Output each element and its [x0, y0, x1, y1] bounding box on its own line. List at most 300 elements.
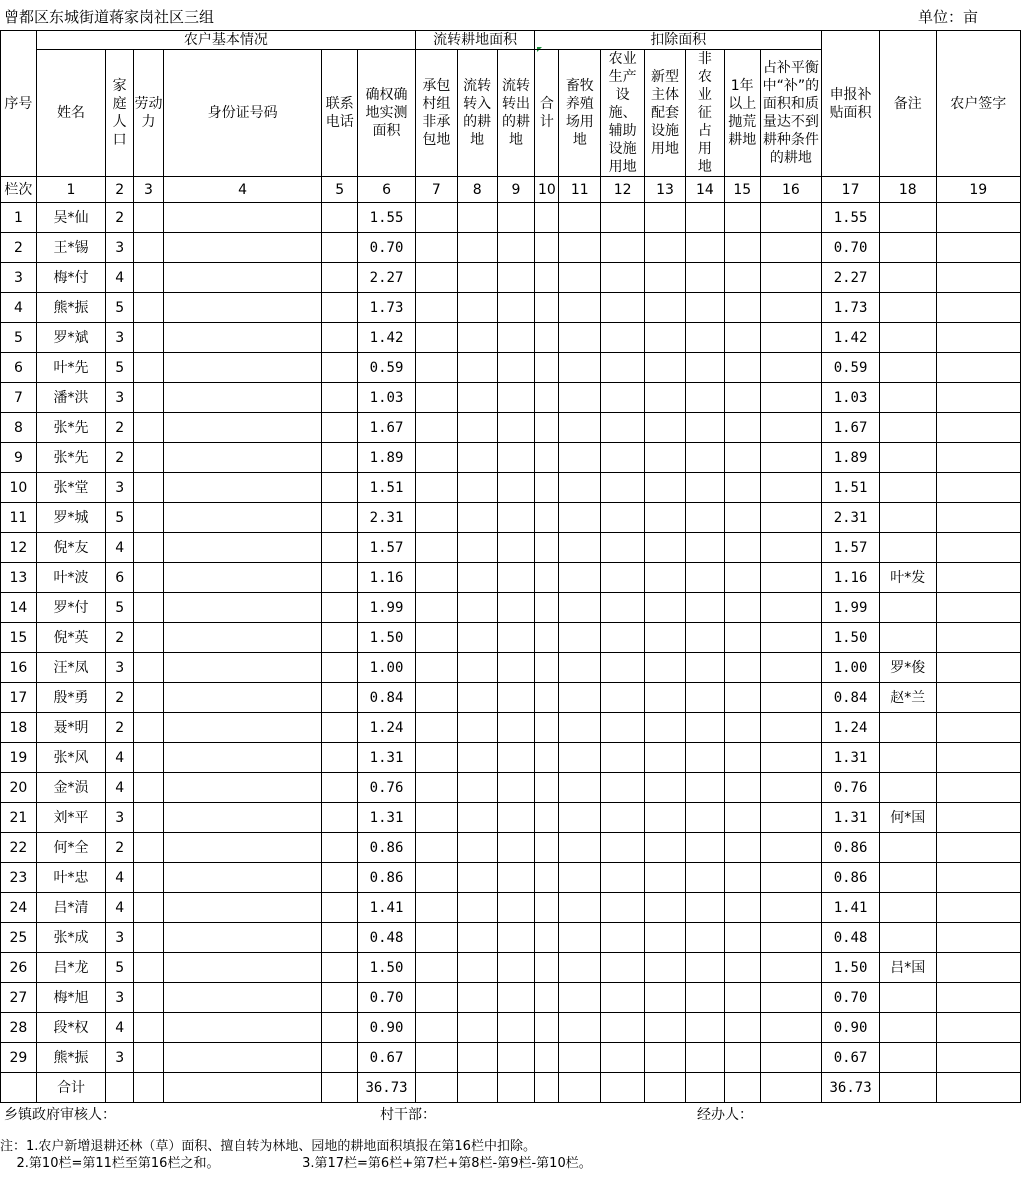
empty-cell[interactable]	[601, 1013, 645, 1043]
empty-cell[interactable]	[559, 383, 601, 413]
empty-cell[interactable]	[415, 893, 457, 923]
empty-cell[interactable]	[645, 503, 686, 533]
empty-cell[interactable]	[601, 563, 645, 593]
empty-cell[interactable]	[760, 683, 822, 713]
empty-cell[interactable]	[724, 623, 760, 653]
empty-cell[interactable]	[535, 563, 559, 593]
empty-cell[interactable]	[415, 803, 457, 833]
empty-cell[interactable]	[559, 923, 601, 953]
idcard-cell[interactable]	[163, 743, 321, 773]
signature-cell[interactable]	[936, 203, 1020, 233]
signature-cell[interactable]	[936, 743, 1020, 773]
empty-cell[interactable]	[724, 263, 760, 293]
empty-cell[interactable]	[415, 923, 457, 953]
phone-cell[interactable]	[322, 353, 358, 383]
signature-cell[interactable]	[936, 503, 1020, 533]
empty-cell[interactable]	[685, 413, 724, 443]
empty-cell[interactable]	[724, 293, 760, 323]
empty-cell[interactable]	[724, 1013, 760, 1043]
empty-cell[interactable]	[685, 533, 724, 563]
phone-cell[interactable]	[322, 923, 358, 953]
empty-cell[interactable]	[497, 623, 535, 653]
empty-cell[interactable]	[601, 923, 645, 953]
empty-cell[interactable]	[559, 563, 601, 593]
labor-cell[interactable]	[134, 923, 164, 953]
signature-cell[interactable]	[936, 803, 1020, 833]
empty-cell[interactable]	[685, 233, 724, 263]
labor-cell[interactable]	[134, 653, 164, 683]
empty-cell[interactable]	[535, 1013, 559, 1043]
empty-cell[interactable]	[497, 413, 535, 443]
empty-cell[interactable]	[559, 1013, 601, 1043]
empty-cell[interactable]	[497, 773, 535, 803]
empty-cell[interactable]	[724, 833, 760, 863]
empty-cell[interactable]	[601, 713, 645, 743]
empty-cell[interactable]	[497, 683, 535, 713]
empty-cell[interactable]	[415, 683, 457, 713]
empty-cell[interactable]	[601, 803, 645, 833]
empty-cell[interactable]	[645, 623, 686, 653]
phone-cell[interactable]	[322, 683, 358, 713]
empty-cell[interactable]	[724, 743, 760, 773]
empty-cell[interactable]	[760, 1043, 822, 1073]
empty-cell[interactable]	[457, 503, 497, 533]
labor-cell[interactable]	[134, 413, 164, 443]
empty-cell[interactable]	[645, 983, 686, 1013]
empty-cell[interactable]	[645, 743, 686, 773]
empty-cell[interactable]	[457, 383, 497, 413]
empty-cell[interactable]	[685, 893, 724, 923]
phone-cell[interactable]	[322, 983, 358, 1013]
empty-cell[interactable]	[685, 863, 724, 893]
empty-cell[interactable]	[685, 773, 724, 803]
empty-cell[interactable]	[645, 533, 686, 563]
phone-cell[interactable]	[322, 263, 358, 293]
idcard-cell[interactable]	[163, 803, 321, 833]
empty-cell[interactable]	[535, 983, 559, 1013]
labor-cell[interactable]	[134, 443, 164, 473]
empty-cell[interactable]	[415, 1043, 457, 1073]
empty-cell[interactable]	[535, 833, 559, 863]
empty-cell[interactable]	[559, 833, 601, 863]
empty-cell[interactable]	[535, 953, 559, 983]
labor-cell[interactable]	[134, 233, 164, 263]
empty-cell[interactable]	[760, 443, 822, 473]
empty-cell[interactable]	[724, 1043, 760, 1073]
idcard-cell[interactable]	[163, 503, 321, 533]
empty-cell[interactable]	[645, 923, 686, 953]
empty-cell[interactable]	[685, 923, 724, 953]
labor-cell[interactable]	[134, 893, 164, 923]
empty-cell[interactable]	[685, 653, 724, 683]
empty-cell[interactable]	[535, 863, 559, 893]
empty-cell[interactable]	[724, 473, 760, 503]
empty-cell[interactable]	[685, 713, 724, 743]
empty-cell[interactable]	[415, 743, 457, 773]
idcard-cell[interactable]	[163, 293, 321, 323]
empty-cell[interactable]	[760, 383, 822, 413]
empty-cell[interactable]	[559, 533, 601, 563]
empty-cell[interactable]	[415, 713, 457, 743]
empty-cell[interactable]	[415, 863, 457, 893]
signature-cell[interactable]	[936, 923, 1020, 953]
signature-cell[interactable]	[936, 833, 1020, 863]
empty-cell[interactable]	[645, 203, 686, 233]
empty-cell[interactable]	[724, 983, 760, 1013]
empty-cell[interactable]	[535, 623, 559, 653]
idcard-cell[interactable]	[163, 1043, 321, 1073]
empty-cell[interactable]	[760, 413, 822, 443]
empty-cell[interactable]	[645, 293, 686, 323]
empty-cell[interactable]	[685, 1013, 724, 1043]
empty-cell[interactable]	[760, 893, 822, 923]
empty-cell[interactable]	[535, 353, 559, 383]
empty-cell[interactable]	[415, 203, 457, 233]
empty-cell[interactable]	[724, 443, 760, 473]
phone-cell[interactable]	[322, 713, 358, 743]
empty-cell[interactable]	[559, 743, 601, 773]
empty-cell[interactable]	[601, 773, 645, 803]
empty-cell[interactable]	[497, 323, 535, 353]
empty-cell[interactable]	[415, 533, 457, 563]
labor-cell[interactable]	[134, 323, 164, 353]
labor-cell[interactable]	[134, 383, 164, 413]
empty-cell[interactable]	[457, 473, 497, 503]
empty-cell[interactable]	[601, 233, 645, 263]
empty-cell[interactable]	[760, 863, 822, 893]
empty-cell[interactable]	[645, 563, 686, 593]
empty-cell[interactable]	[559, 953, 601, 983]
empty-cell[interactable]	[724, 893, 760, 923]
empty-cell[interactable]	[497, 293, 535, 323]
labor-cell[interactable]	[134, 863, 164, 893]
idcard-cell[interactable]	[163, 443, 321, 473]
empty-cell[interactable]	[645, 833, 686, 863]
empty-cell[interactable]	[497, 1013, 535, 1043]
empty-cell[interactable]	[457, 1043, 497, 1073]
phone-cell[interactable]	[322, 533, 358, 563]
empty-cell[interactable]	[457, 863, 497, 893]
signature-cell[interactable]	[936, 533, 1020, 563]
empty-cell[interactable]	[685, 263, 724, 293]
empty-cell[interactable]	[535, 683, 559, 713]
empty-cell[interactable]	[559, 443, 601, 473]
empty-cell[interactable]	[601, 623, 645, 653]
labor-cell[interactable]	[134, 623, 164, 653]
empty-cell[interactable]	[415, 353, 457, 383]
signature-cell[interactable]	[936, 683, 1020, 713]
empty-cell[interactable]	[457, 623, 497, 653]
empty-cell[interactable]	[760, 923, 822, 953]
empty-cell[interactable]	[760, 983, 822, 1013]
empty-cell[interactable]	[497, 833, 535, 863]
empty-cell[interactable]	[415, 503, 457, 533]
empty-cell[interactable]	[601, 683, 645, 713]
signature-cell[interactable]	[936, 773, 1020, 803]
signature-cell[interactable]	[936, 293, 1020, 323]
labor-cell[interactable]	[134, 533, 164, 563]
empty-cell[interactable]	[457, 413, 497, 443]
empty-cell[interactable]	[535, 653, 559, 683]
empty-cell[interactable]	[535, 923, 559, 953]
idcard-cell[interactable]	[163, 893, 321, 923]
empty-cell[interactable]	[760, 263, 822, 293]
empty-cell[interactable]	[497, 923, 535, 953]
empty-cell[interactable]	[559, 413, 601, 443]
empty-cell[interactable]	[497, 953, 535, 983]
signature-cell[interactable]	[936, 1043, 1020, 1073]
labor-cell[interactable]	[134, 743, 164, 773]
empty-cell[interactable]	[457, 593, 497, 623]
signature-cell[interactable]	[936, 863, 1020, 893]
idcard-cell[interactable]	[163, 473, 321, 503]
empty-cell[interactable]	[535, 503, 559, 533]
idcard-cell[interactable]	[163, 953, 321, 983]
empty-cell[interactable]	[457, 443, 497, 473]
empty-cell[interactable]	[601, 353, 645, 383]
idcard-cell[interactable]	[163, 623, 321, 653]
signature-cell[interactable]	[936, 323, 1020, 353]
phone-cell[interactable]	[322, 863, 358, 893]
empty-cell[interactable]	[760, 593, 822, 623]
empty-cell[interactable]	[497, 1043, 535, 1073]
empty-cell[interactable]	[497, 563, 535, 593]
empty-cell[interactable]	[535, 743, 559, 773]
empty-cell[interactable]	[497, 863, 535, 893]
empty-cell[interactable]	[645, 773, 686, 803]
empty-cell[interactable]	[457, 743, 497, 773]
empty-cell[interactable]	[415, 413, 457, 443]
empty-cell[interactable]	[457, 713, 497, 743]
empty-cell[interactable]	[645, 233, 686, 263]
phone-cell[interactable]	[322, 203, 358, 233]
empty-cell[interactable]	[457, 893, 497, 923]
empty-cell[interactable]	[415, 773, 457, 803]
idcard-cell[interactable]	[163, 833, 321, 863]
empty-cell[interactable]	[645, 353, 686, 383]
empty-cell[interactable]	[601, 443, 645, 473]
signature-cell[interactable]	[936, 1013, 1020, 1043]
labor-cell[interactable]	[134, 683, 164, 713]
empty-cell[interactable]	[724, 773, 760, 803]
empty-cell[interactable]	[457, 953, 497, 983]
empty-cell[interactable]	[685, 953, 724, 983]
labor-cell[interactable]	[134, 953, 164, 983]
signature-cell[interactable]	[936, 563, 1020, 593]
empty-cell[interactable]	[685, 983, 724, 1013]
empty-cell[interactable]	[559, 473, 601, 503]
idcard-cell[interactable]	[163, 1013, 321, 1043]
empty-cell[interactable]	[559, 293, 601, 323]
empty-cell[interactable]	[457, 983, 497, 1013]
empty-cell[interactable]	[457, 923, 497, 953]
empty-cell[interactable]	[457, 323, 497, 353]
empty-cell[interactable]	[685, 473, 724, 503]
labor-cell[interactable]	[134, 293, 164, 323]
empty-cell[interactable]	[645, 713, 686, 743]
idcard-cell[interactable]	[163, 263, 321, 293]
empty-cell[interactable]	[685, 323, 724, 353]
phone-cell[interactable]	[322, 893, 358, 923]
empty-cell[interactable]	[601, 533, 645, 563]
labor-cell[interactable]	[134, 503, 164, 533]
empty-cell[interactable]	[415, 233, 457, 263]
phone-cell[interactable]	[322, 233, 358, 263]
labor-cell[interactable]	[134, 1043, 164, 1073]
empty-cell[interactable]	[497, 593, 535, 623]
empty-cell[interactable]	[559, 713, 601, 743]
empty-cell[interactable]	[601, 893, 645, 923]
empty-cell[interactable]	[535, 533, 559, 563]
idcard-cell[interactable]	[163, 563, 321, 593]
empty-cell[interactable]	[415, 983, 457, 1013]
signature-cell[interactable]	[936, 623, 1020, 653]
labor-cell[interactable]	[134, 713, 164, 743]
empty-cell[interactable]	[457, 353, 497, 383]
phone-cell[interactable]	[322, 773, 358, 803]
empty-cell[interactable]	[415, 563, 457, 593]
idcard-cell[interactable]	[163, 863, 321, 893]
empty-cell[interactable]	[760, 353, 822, 383]
empty-cell[interactable]	[724, 413, 760, 443]
empty-cell[interactable]	[760, 653, 822, 683]
empty-cell[interactable]	[415, 323, 457, 353]
phone-cell[interactable]	[322, 743, 358, 773]
empty-cell[interactable]	[760, 473, 822, 503]
empty-cell[interactable]	[685, 443, 724, 473]
empty-cell[interactable]	[559, 323, 601, 353]
empty-cell[interactable]	[724, 563, 760, 593]
empty-cell[interactable]	[559, 983, 601, 1013]
empty-cell[interactable]	[535, 323, 559, 353]
empty-cell[interactable]	[535, 203, 559, 233]
empty-cell[interactable]	[685, 593, 724, 623]
empty-cell[interactable]	[535, 443, 559, 473]
empty-cell[interactable]	[535, 473, 559, 503]
empty-cell[interactable]	[760, 503, 822, 533]
empty-cell[interactable]	[760, 563, 822, 593]
empty-cell[interactable]	[457, 803, 497, 833]
signature-cell[interactable]	[936, 593, 1020, 623]
empty-cell[interactable]	[601, 323, 645, 353]
empty-cell[interactable]	[559, 773, 601, 803]
phone-cell[interactable]	[322, 473, 358, 503]
empty-cell[interactable]	[497, 503, 535, 533]
empty-cell[interactable]	[415, 653, 457, 683]
phone-cell[interactable]	[322, 1043, 358, 1073]
empty-cell[interactable]	[559, 863, 601, 893]
empty-cell[interactable]	[457, 1013, 497, 1043]
empty-cell[interactable]	[724, 683, 760, 713]
empty-cell[interactable]	[760, 233, 822, 263]
empty-cell[interactable]	[497, 203, 535, 233]
empty-cell[interactable]	[760, 773, 822, 803]
signature-cell[interactable]	[936, 413, 1020, 443]
empty-cell[interactable]	[645, 383, 686, 413]
empty-cell[interactable]	[645, 473, 686, 503]
empty-cell[interactable]	[601, 473, 645, 503]
empty-cell[interactable]	[497, 743, 535, 773]
empty-cell[interactable]	[559, 893, 601, 923]
empty-cell[interactable]	[535, 383, 559, 413]
empty-cell[interactable]	[559, 203, 601, 233]
empty-cell[interactable]	[535, 803, 559, 833]
signature-cell[interactable]	[936, 713, 1020, 743]
empty-cell[interactable]	[601, 263, 645, 293]
empty-cell[interactable]	[497, 533, 535, 563]
empty-cell[interactable]	[559, 503, 601, 533]
empty-cell[interactable]	[685, 803, 724, 833]
empty-cell[interactable]	[685, 503, 724, 533]
labor-cell[interactable]	[134, 1013, 164, 1043]
empty-cell[interactable]	[415, 443, 457, 473]
phone-cell[interactable]	[322, 503, 358, 533]
empty-cell[interactable]	[645, 443, 686, 473]
empty-cell[interactable]	[457, 233, 497, 263]
empty-cell[interactable]	[724, 803, 760, 833]
empty-cell[interactable]	[457, 833, 497, 863]
empty-cell[interactable]	[685, 383, 724, 413]
empty-cell[interactable]	[535, 713, 559, 743]
empty-cell[interactable]	[415, 383, 457, 413]
labor-cell[interactable]	[134, 593, 164, 623]
signature-cell[interactable]	[936, 383, 1020, 413]
empty-cell[interactable]	[685, 293, 724, 323]
empty-cell[interactable]	[760, 743, 822, 773]
empty-cell[interactable]	[497, 353, 535, 383]
empty-cell[interactable]	[535, 413, 559, 443]
phone-cell[interactable]	[322, 563, 358, 593]
empty-cell[interactable]	[760, 623, 822, 653]
empty-cell[interactable]	[457, 263, 497, 293]
empty-cell[interactable]	[559, 263, 601, 293]
phone-cell[interactable]	[322, 803, 358, 833]
empty-cell[interactable]	[497, 473, 535, 503]
empty-cell[interactable]	[645, 413, 686, 443]
idcard-cell[interactable]	[163, 413, 321, 443]
empty-cell[interactable]	[559, 653, 601, 683]
empty-cell[interactable]	[457, 293, 497, 323]
empty-cell[interactable]	[559, 803, 601, 833]
empty-cell[interactable]	[601, 1043, 645, 1073]
empty-cell[interactable]	[497, 653, 535, 683]
idcard-cell[interactable]	[163, 683, 321, 713]
empty-cell[interactable]	[457, 683, 497, 713]
empty-cell[interactable]	[645, 1013, 686, 1043]
signature-cell[interactable]	[936, 263, 1020, 293]
labor-cell[interactable]	[134, 563, 164, 593]
empty-cell[interactable]	[415, 623, 457, 653]
idcard-cell[interactable]	[163, 983, 321, 1013]
signature-cell[interactable]	[936, 473, 1020, 503]
empty-cell[interactable]	[645, 803, 686, 833]
empty-cell[interactable]	[760, 1013, 822, 1043]
empty-cell[interactable]	[415, 953, 457, 983]
empty-cell[interactable]	[601, 593, 645, 623]
empty-cell[interactable]	[724, 533, 760, 563]
empty-cell[interactable]	[497, 713, 535, 743]
labor-cell[interactable]	[134, 773, 164, 803]
empty-cell[interactable]	[685, 353, 724, 383]
signature-cell[interactable]	[936, 893, 1020, 923]
phone-cell[interactable]	[322, 413, 358, 443]
empty-cell[interactable]	[497, 983, 535, 1013]
labor-cell[interactable]	[134, 803, 164, 833]
empty-cell[interactable]	[497, 893, 535, 923]
signature-cell[interactable]	[936, 443, 1020, 473]
empty-cell[interactable]	[457, 533, 497, 563]
empty-cell[interactable]	[497, 263, 535, 293]
